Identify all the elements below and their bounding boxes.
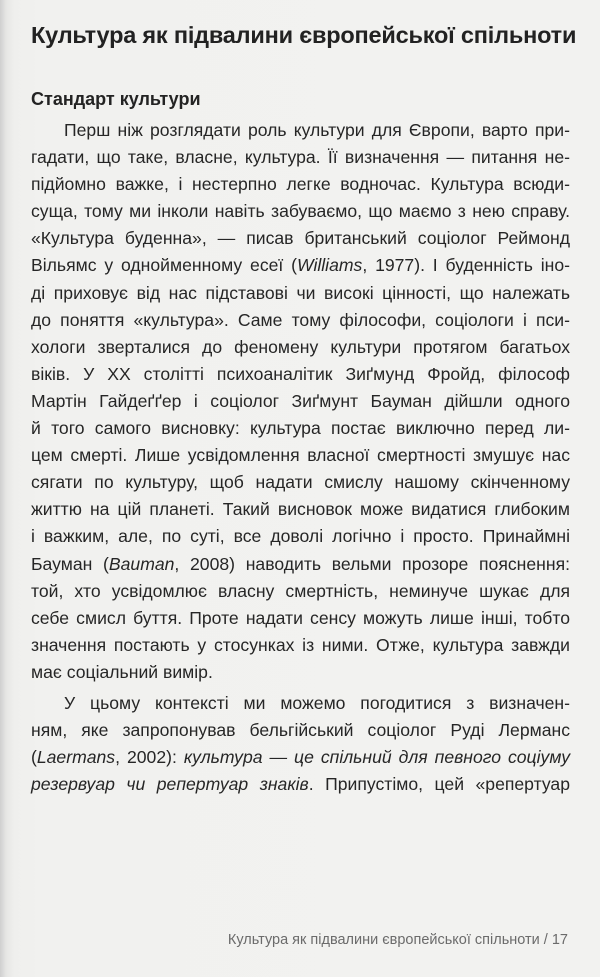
- text-line: себе смисл буття. Проте надати сенсу можуть лише інші, тобто: [31, 607, 570, 628]
- paragraph: [31, 117, 570, 686]
- text-line: життю на цій планеті. Такий висновок може видатися глибоким: [31, 499, 570, 520]
- text-line: до поняття «культура». Саме тому філософи, соціологи і пси-: [31, 309, 570, 330]
- text-line: значення постають у стосунках із ними. Отже, культура завжди: [31, 634, 570, 655]
- running-title: Культура як підвалини європейської спільноти: [227, 932, 540, 948]
- text-line: Бауман (Bauman, 2008) наводить вельми прозоре пояснення:: [31, 553, 570, 574]
- body-text: [31, 117, 570, 798]
- text-line: сягати по культуру, щоб надати смислу нашому скінченному: [31, 472, 570, 493]
- text-line: віків. У XX столітті психоаналітик Зиґмунд Фройд, філософ: [31, 363, 570, 384]
- text-line: хологи зверталися до феномену культури протягом багатьох: [31, 336, 570, 357]
- text-line: резервуар чи репертуар знаків. Припустімо, цей «репертуар: [31, 774, 570, 795]
- text-line: Вільямс у однойменному есеї (Williams, 1977). І буденність іно-: [31, 255, 570, 276]
- chapter-title: Культура як підвалини європейської спільноти: [31, 22, 577, 48]
- paragraph: [31, 690, 570, 798]
- text-line: і важким, але, по суті, все доволі логічно і просто. Принаймні: [31, 526, 570, 547]
- text-line: й того самого висновку: культура постає виключно перед ли-: [31, 418, 570, 439]
- text-line: Перш ніж розглядати роль культури для Європи, варто при-: [64, 120, 570, 140]
- footer-separator: /: [543, 932, 548, 948]
- text-line: ді приховує від нас підставові чи високі цінності, що належать: [31, 282, 570, 303]
- page-number: 17: [551, 932, 568, 948]
- text-line: ням, яке запропонував бельгійський соціолог Руді Лерманс: [31, 720, 570, 741]
- text-line: (Laermans, 2002): культура — це спільний для певного соціуму: [31, 747, 570, 768]
- text-line: гадати, що таке, власне, культура. Її визначення — питання не-: [31, 147, 570, 168]
- text-line: суща, тому ми інколи навіть забуваємо, що маємо з нею справу.: [31, 201, 570, 222]
- running-footer: [228, 932, 568, 948]
- text-line: той, хто усвідомлює власну смертність, неминуче шукає для: [31, 580, 570, 601]
- text-line: має соціальний вимір.: [31, 661, 213, 682]
- section-title: Стандарт культури: [31, 89, 201, 109]
- text-line: підйомно важке, і нестерпно легке водночас. Культура всюди-: [31, 174, 570, 195]
- text-line: Мартін Гайдеґґер і соціолог Зиґмунт Бауман дійшли одного: [31, 390, 570, 411]
- text-line: цем смерті. Лише усвідомлення власної смертності змушує нас: [31, 445, 570, 466]
- text-line: У цьому контексті ми можемо погодитися з визначен-: [64, 692, 570, 713]
- text-line: «Культура буденна», — писав британський соціолог Реймонд: [31, 228, 570, 249]
